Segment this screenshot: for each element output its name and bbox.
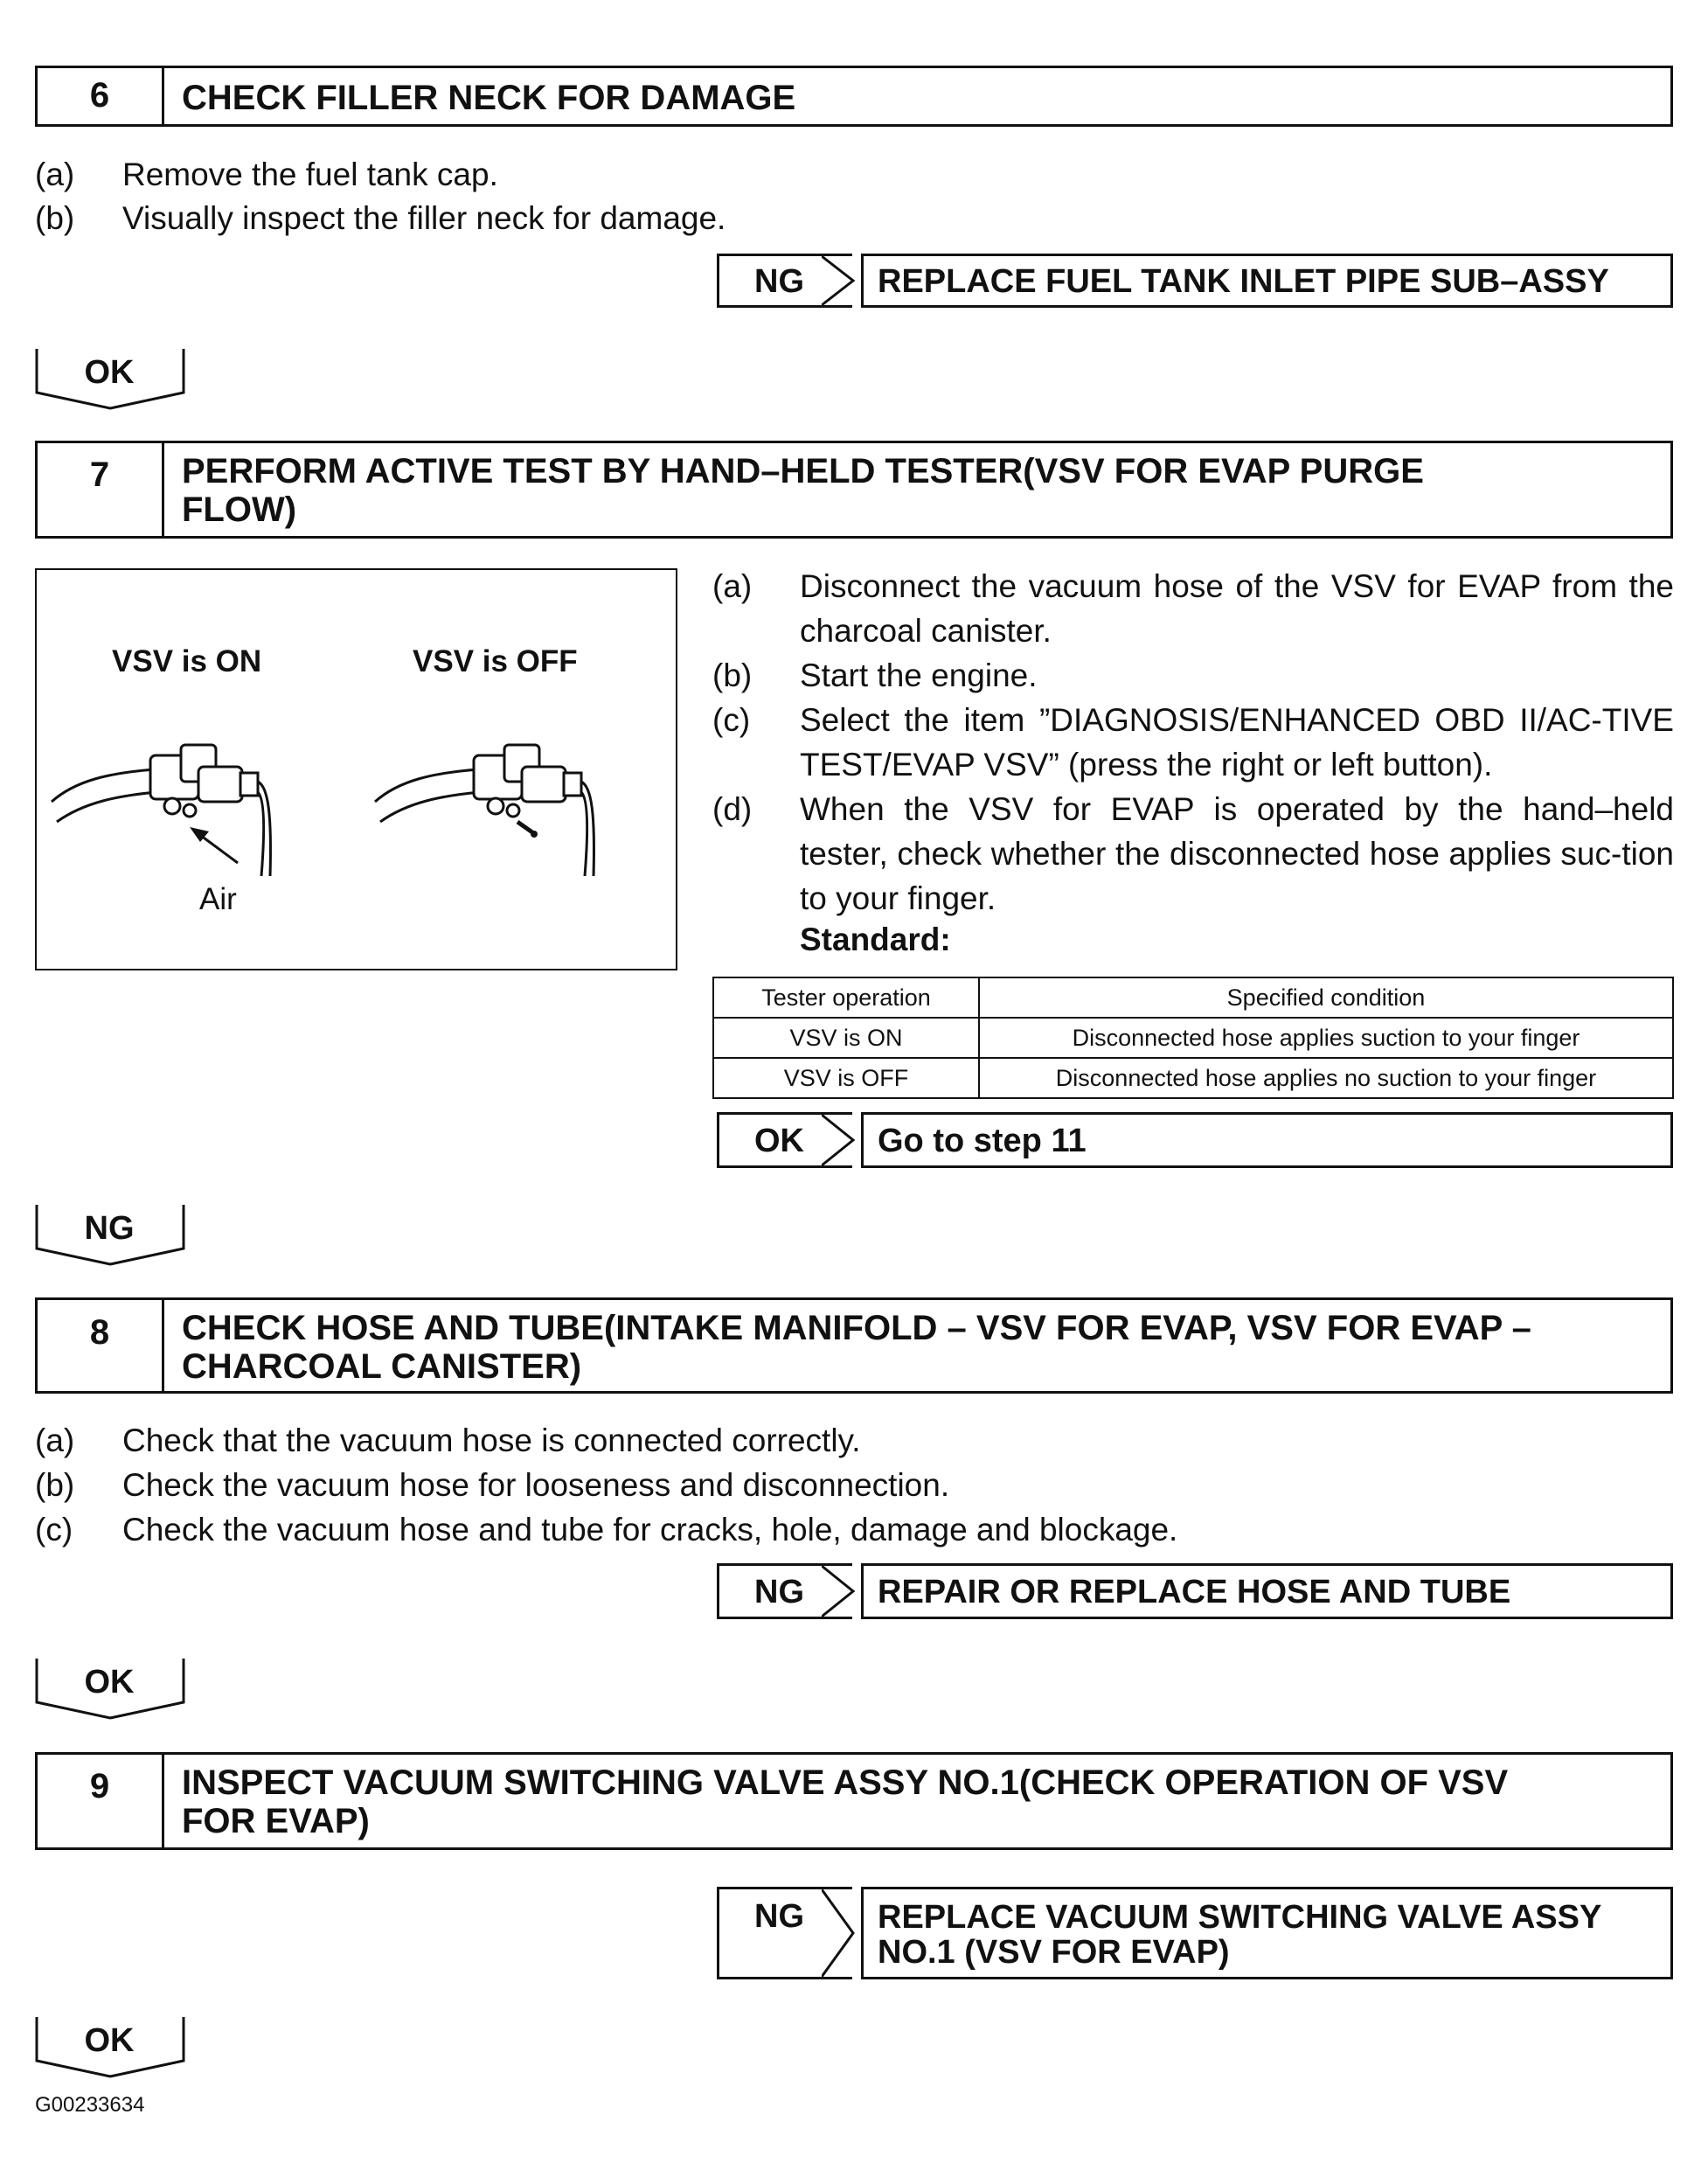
instruction-text: When the VSV for EVAP is operated by the hand–held tester, check whether the disconnected hose applies suc-tion to your finger. (800, 791, 1674, 916)
step-number: 7 (38, 443, 164, 536)
step-title (182, 452, 1653, 529)
step-title (182, 1763, 1653, 1840)
step-title-line: INSPECT VACUUM SWITCHING VALVE ASSY NO.1(CHECK OPERATION OF VSV (182, 1763, 1509, 1802)
instruction-marker: (b) (35, 1467, 75, 1503)
result-action-box (861, 254, 1673, 308)
instruction-marker: (b) (35, 200, 75, 236)
vsv-off-illustration (373, 719, 635, 885)
instruction-item (712, 564, 1674, 653)
instruction-text: Check the vacuum hose and tube for cracks, hole, damage and blockage. (122, 1512, 1178, 1548)
table-cell: Disconnected hose applies suction to your finger (979, 1018, 1673, 1058)
diagram-label-vsv-off: VSV is OFF (413, 644, 578, 678)
instruction-text: Disconnect the vacuum hose of the VSV for EVAP from the charcoal canister. (800, 568, 1674, 649)
step-6-header (35, 66, 1673, 127)
step-title-line: FOR EVAP) (182, 1802, 370, 1840)
result-action-box (861, 1887, 1673, 1979)
step-title-line: FLOW) (182, 490, 297, 529)
instruction-marker: (a) (35, 1422, 75, 1458)
result-action-line: NO.1 (VSV FOR EVAP) (878, 1934, 1230, 1971)
result-tag-label: NG (754, 1574, 804, 1610)
diagram-label-air: Air (199, 882, 237, 916)
instruction-marker: (a) (35, 156, 75, 192)
instruction-item (712, 698, 1674, 787)
result-tag-label: OK (754, 1123, 804, 1159)
result-action-text: Go to step 11 (878, 1123, 1087, 1159)
table-header-cell: Tester operation (713, 977, 979, 1018)
result-action-box (861, 1112, 1673, 1168)
step-title-line: CHARCOAL CANISTER) (182, 1347, 582, 1386)
step-9-header (35, 1752, 1673, 1850)
flow-tag-ng (35, 1203, 192, 1266)
result-action-line: REPLACE VACUUM SWITCHING VALVE ASSY (878, 1899, 1602, 1936)
flow-tag-ok (35, 2015, 192, 2078)
result-action-text: REPLACE FUEL TANK INLET PIPE SUB–ASSY (878, 263, 1609, 300)
flow-tag-label: OK (84, 354, 135, 391)
instruction-text: Start the engine. (800, 657, 1038, 693)
instruction-item (712, 787, 1674, 921)
instruction-text: Visually inspect the filler neck for damage. (122, 200, 726, 236)
instruction-text: Select the item ”DIAGNOSIS/ENHANCED OBD II/AC-TIVE TEST/EVAP VSV” (press the right or left button). (800, 702, 1674, 782)
step-8-header (35, 1297, 1673, 1394)
chevron-right-icon (822, 1887, 861, 1979)
step-number: 9 (38, 1755, 164, 1847)
result-action-box (861, 1563, 1673, 1619)
vsv-on-illustration (50, 719, 312, 885)
step-title-line: PERFORM ACTIVE TEST BY HAND–HELD TESTER(VSV FOR EVAP PURGE (182, 452, 1424, 490)
diagram-label-vsv-on: VSV is ON (112, 644, 262, 678)
table-header-cell: Specified condition (979, 977, 1673, 1018)
table-cell: VSV is OFF (713, 1058, 979, 1098)
flow-tag-label: NG (84, 1210, 135, 1247)
step-number: 8 (38, 1300, 164, 1391)
instruction-text: Check the vacuum hose for looseness and disconnection. (122, 1467, 950, 1503)
step-number: 6 (38, 68, 164, 124)
step-7-header (35, 441, 1673, 539)
instruction-marker: (c) (712, 702, 751, 738)
figure-id: G00233634 (35, 2093, 145, 2117)
instruction-text: Remove the fuel tank cap. (122, 156, 498, 192)
instruction-marker: (a) (712, 568, 753, 604)
standard-table (712, 977, 1674, 1099)
instruction-text: Check that the vacuum hose is connected correctly. (122, 1422, 861, 1458)
standard-label: Standard: (800, 922, 951, 957)
table-row (713, 1018, 1673, 1058)
step-title (182, 1309, 1653, 1386)
table-row (713, 1058, 1673, 1098)
step-title-line: CHECK HOSE AND TUBE(INTAKE MANIFOLD – VSV FOR EVAP, VSV FOR EVAP – (182, 1309, 1531, 1347)
result-tag-label: NG (754, 1898, 804, 1935)
instruction-marker: (d) (712, 791, 753, 827)
result-tag-label: NG (754, 263, 804, 300)
instruction-marker: (b) (712, 657, 753, 693)
result-action-text: REPAIR OR REPLACE HOSE AND TUBE (878, 1574, 1511, 1610)
table-cell: VSV is ON (713, 1018, 979, 1058)
instruction-marker: (c) (35, 1512, 73, 1548)
table-cell: Disconnected hose applies no suction to your finger (979, 1058, 1673, 1098)
chevron-right-icon (822, 1563, 861, 1619)
step-title: CHECK FILLER NECK FOR DAMAGE (182, 79, 796, 117)
flow-tag-label: OK (84, 1664, 135, 1701)
table-header-row (713, 977, 1673, 1018)
flow-tag-ok (35, 1657, 192, 1720)
vsv-diagram (35, 568, 677, 970)
chevron-right-icon (822, 254, 861, 308)
instruction-item (712, 653, 1674, 698)
chevron-right-icon (822, 1112, 861, 1168)
flow-tag-ok (35, 347, 192, 410)
flow-tag-label: OK (84, 2022, 135, 2059)
